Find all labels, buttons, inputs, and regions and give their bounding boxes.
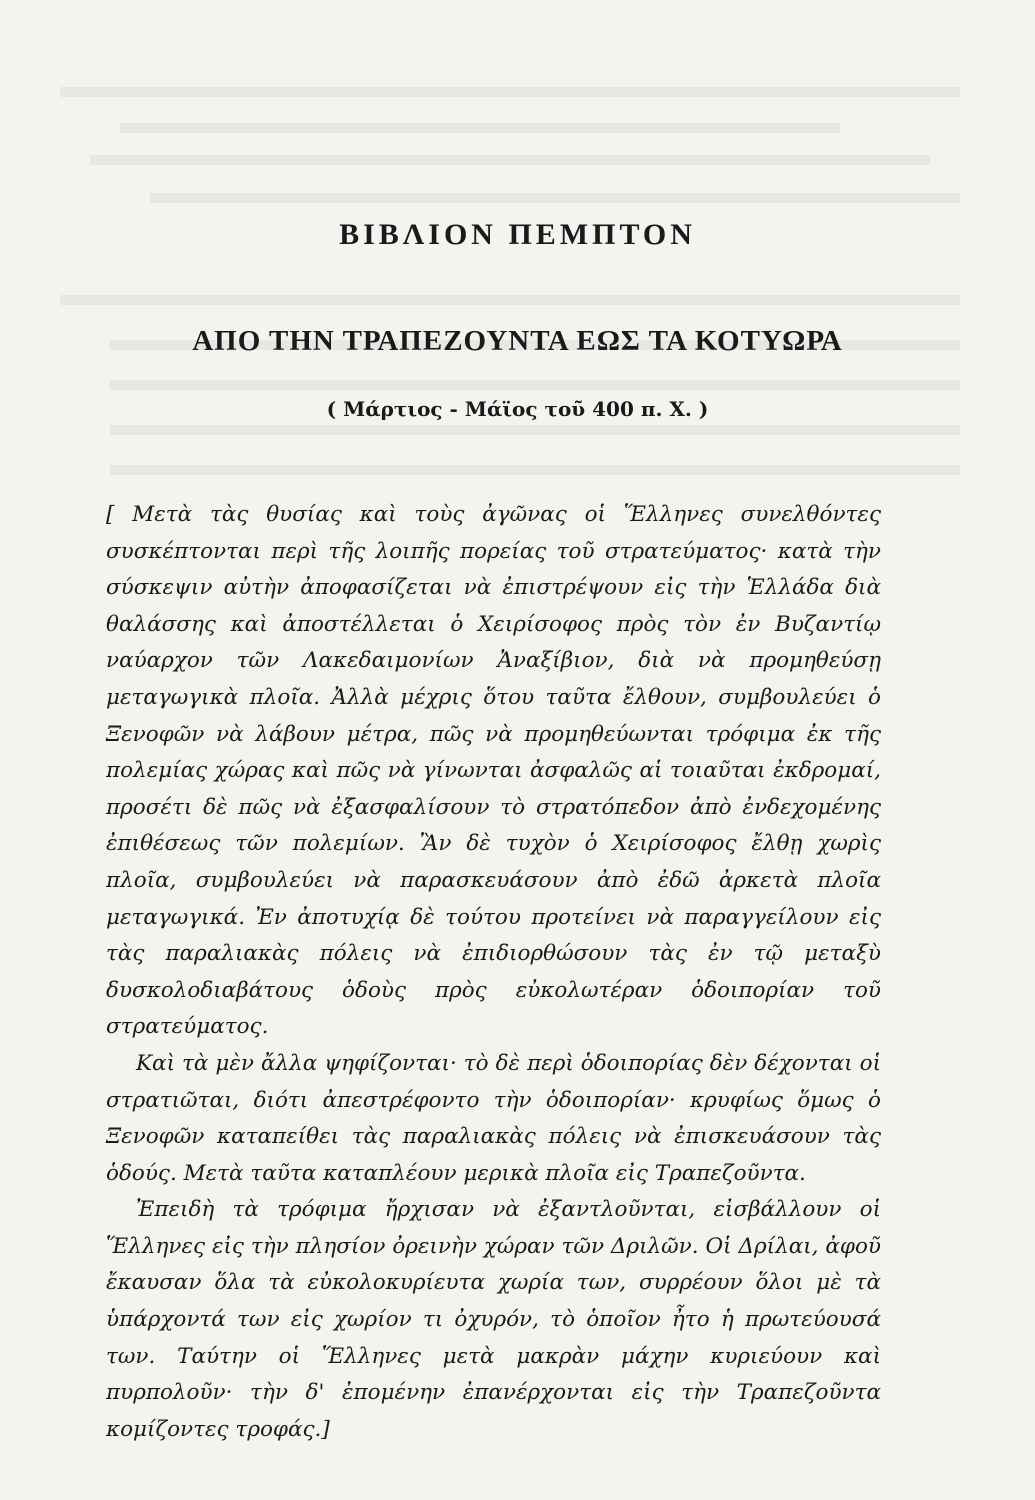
summary-paragraph-3: Ἐπειδὴ τὰ τρόφιμα ἤρχισαν νὰ ἐξαντλοῦνται, εἰσβάλλουν οἱ Ἕλληνες εἰς τὴν πλησίον ὀρεινὴν χώραν τῶν Δριλῶν. Οἱ Δρίλαι, ἀφοῦ ἔκαυσαν ὅλα τὰ εὐκολοκυρίευτα χωρία των, συρρέουν ὅλοι μὲ τὰ ὑπάρχοντά των εἰς χωρίον τι ὀχυρόν, τὸ ὁποῖον ἦτο ἡ πρωτεύουσά των. Ταύτην οἱ Ἕλληνες μετὰ μακρὰν μάχην κυριεύουν καὶ πυρπολοῦν· τὴν δ' ἐπομένην ἐπανέρχονται εἰς τὴν Τραπεζοῦντα κομίζοντες τροφάς.] [106,1197,881,1442]
summary-paragraph-1: [ Μετὰ τὰς θυσίας καὶ τοὺς ἀγῶνας οἱ Ἕλληνες συνελθόντες συσκέπτονται περὶ τῆς λοιπῆς πορείας τοῦ στρατεύματος· κατὰ τὴν σύσκεψιν αὐτὴν ἀποφασίζεται νὰ ἐπιστρέψουν εἰς τὴν Ἑλλάδα διὰ θαλάσσης καὶ ἀποστέλλεται ὁ Χειρίσοφος πρὸς τὸν ἐν Βυζαντίῳ ναύαρχον τῶν Λακεδαιμονίων Ἀναξίβιον, διὰ νὰ προμηθεύσῃ μεταγωγικὰ πλοῖα. Ἀλλὰ μέχρις ὅτου ταῦτα ἔλθουν, συμβουλεύει ὁ Ξενοφῶν νὰ λάβουν μέτρα, πῶς νὰ προμηθεύωνται τρόφιμα ἐκ τῆς πολεμίας χώρας καὶ πῶς νὰ γίνωνται ἀσφαλῶς αἱ τοιαῦται ἐκδρομαί, προσέτι δὲ πῶς νὰ ἐξασφαλίσουν τὸ στρατόπεδον ἀπὸ ἐνδεχομένης ἐπιθέσεως τῶν πολεμίων. Ἂν δὲ τυχὸν ὁ Χειρίσοφος ἔλθῃ χωρὶς πλοῖα, συμβουλεύει νὰ παρασκευάσουν ἀπὸ ἐδῶ ἀρκετὰ πλοῖα μεταγωγικά. Ἐν ἀποτυχίᾳ δὲ τούτου προτείνει νὰ παραγγείλουν εἰς τὰς παραλιακὰς πόλεις νὰ ἐπιδιορθώσουν τὰς ἐν τῷ μεταξὺ δυσκολοδιαβάτους ὁδοὺς πρὸς εὐκολωτέραν ὁδοιπορίαν τοῦ στρατεύματος. [106,502,881,1040]
chapter-title: ΑΠΟ ΤΗΝ ΤΡΑΠΕΖΟΥΝΤΑ ΕΩΣ ΤΑ ΚΟΤΥΩΡΑ [192,325,843,357]
book-title: ΒΙΒΛΙΟΝ ΠΕΜΠΤΟΝ [339,218,696,251]
summary-paragraph-2: Καὶ τὰ μὲν ἄλλα ψηφίζονται· τὸ δὲ περὶ ὁδοιπορίας δὲν δέχονται οἱ στρατιῶται, διότι ἀπεστρέφοντο τὴν ὁδοιπορίαν· κρυφίως ὅμως ὁ Ξενοφῶν καταπείθει τὰς παραλιακὰς πόλεις νὰ ἐπισκευάσουν τὰς ὁδούς. Μετὰ ταῦτα καταπλέουν μερικὰ πλοῖα εἰς Τραπεζοῦντα. [106,1050,881,1186]
chapter-summary [106,497,881,1448]
date-range: ( Μάρτιος - Μάϊος τοῦ 400 π. Χ. ) [326,397,709,421]
